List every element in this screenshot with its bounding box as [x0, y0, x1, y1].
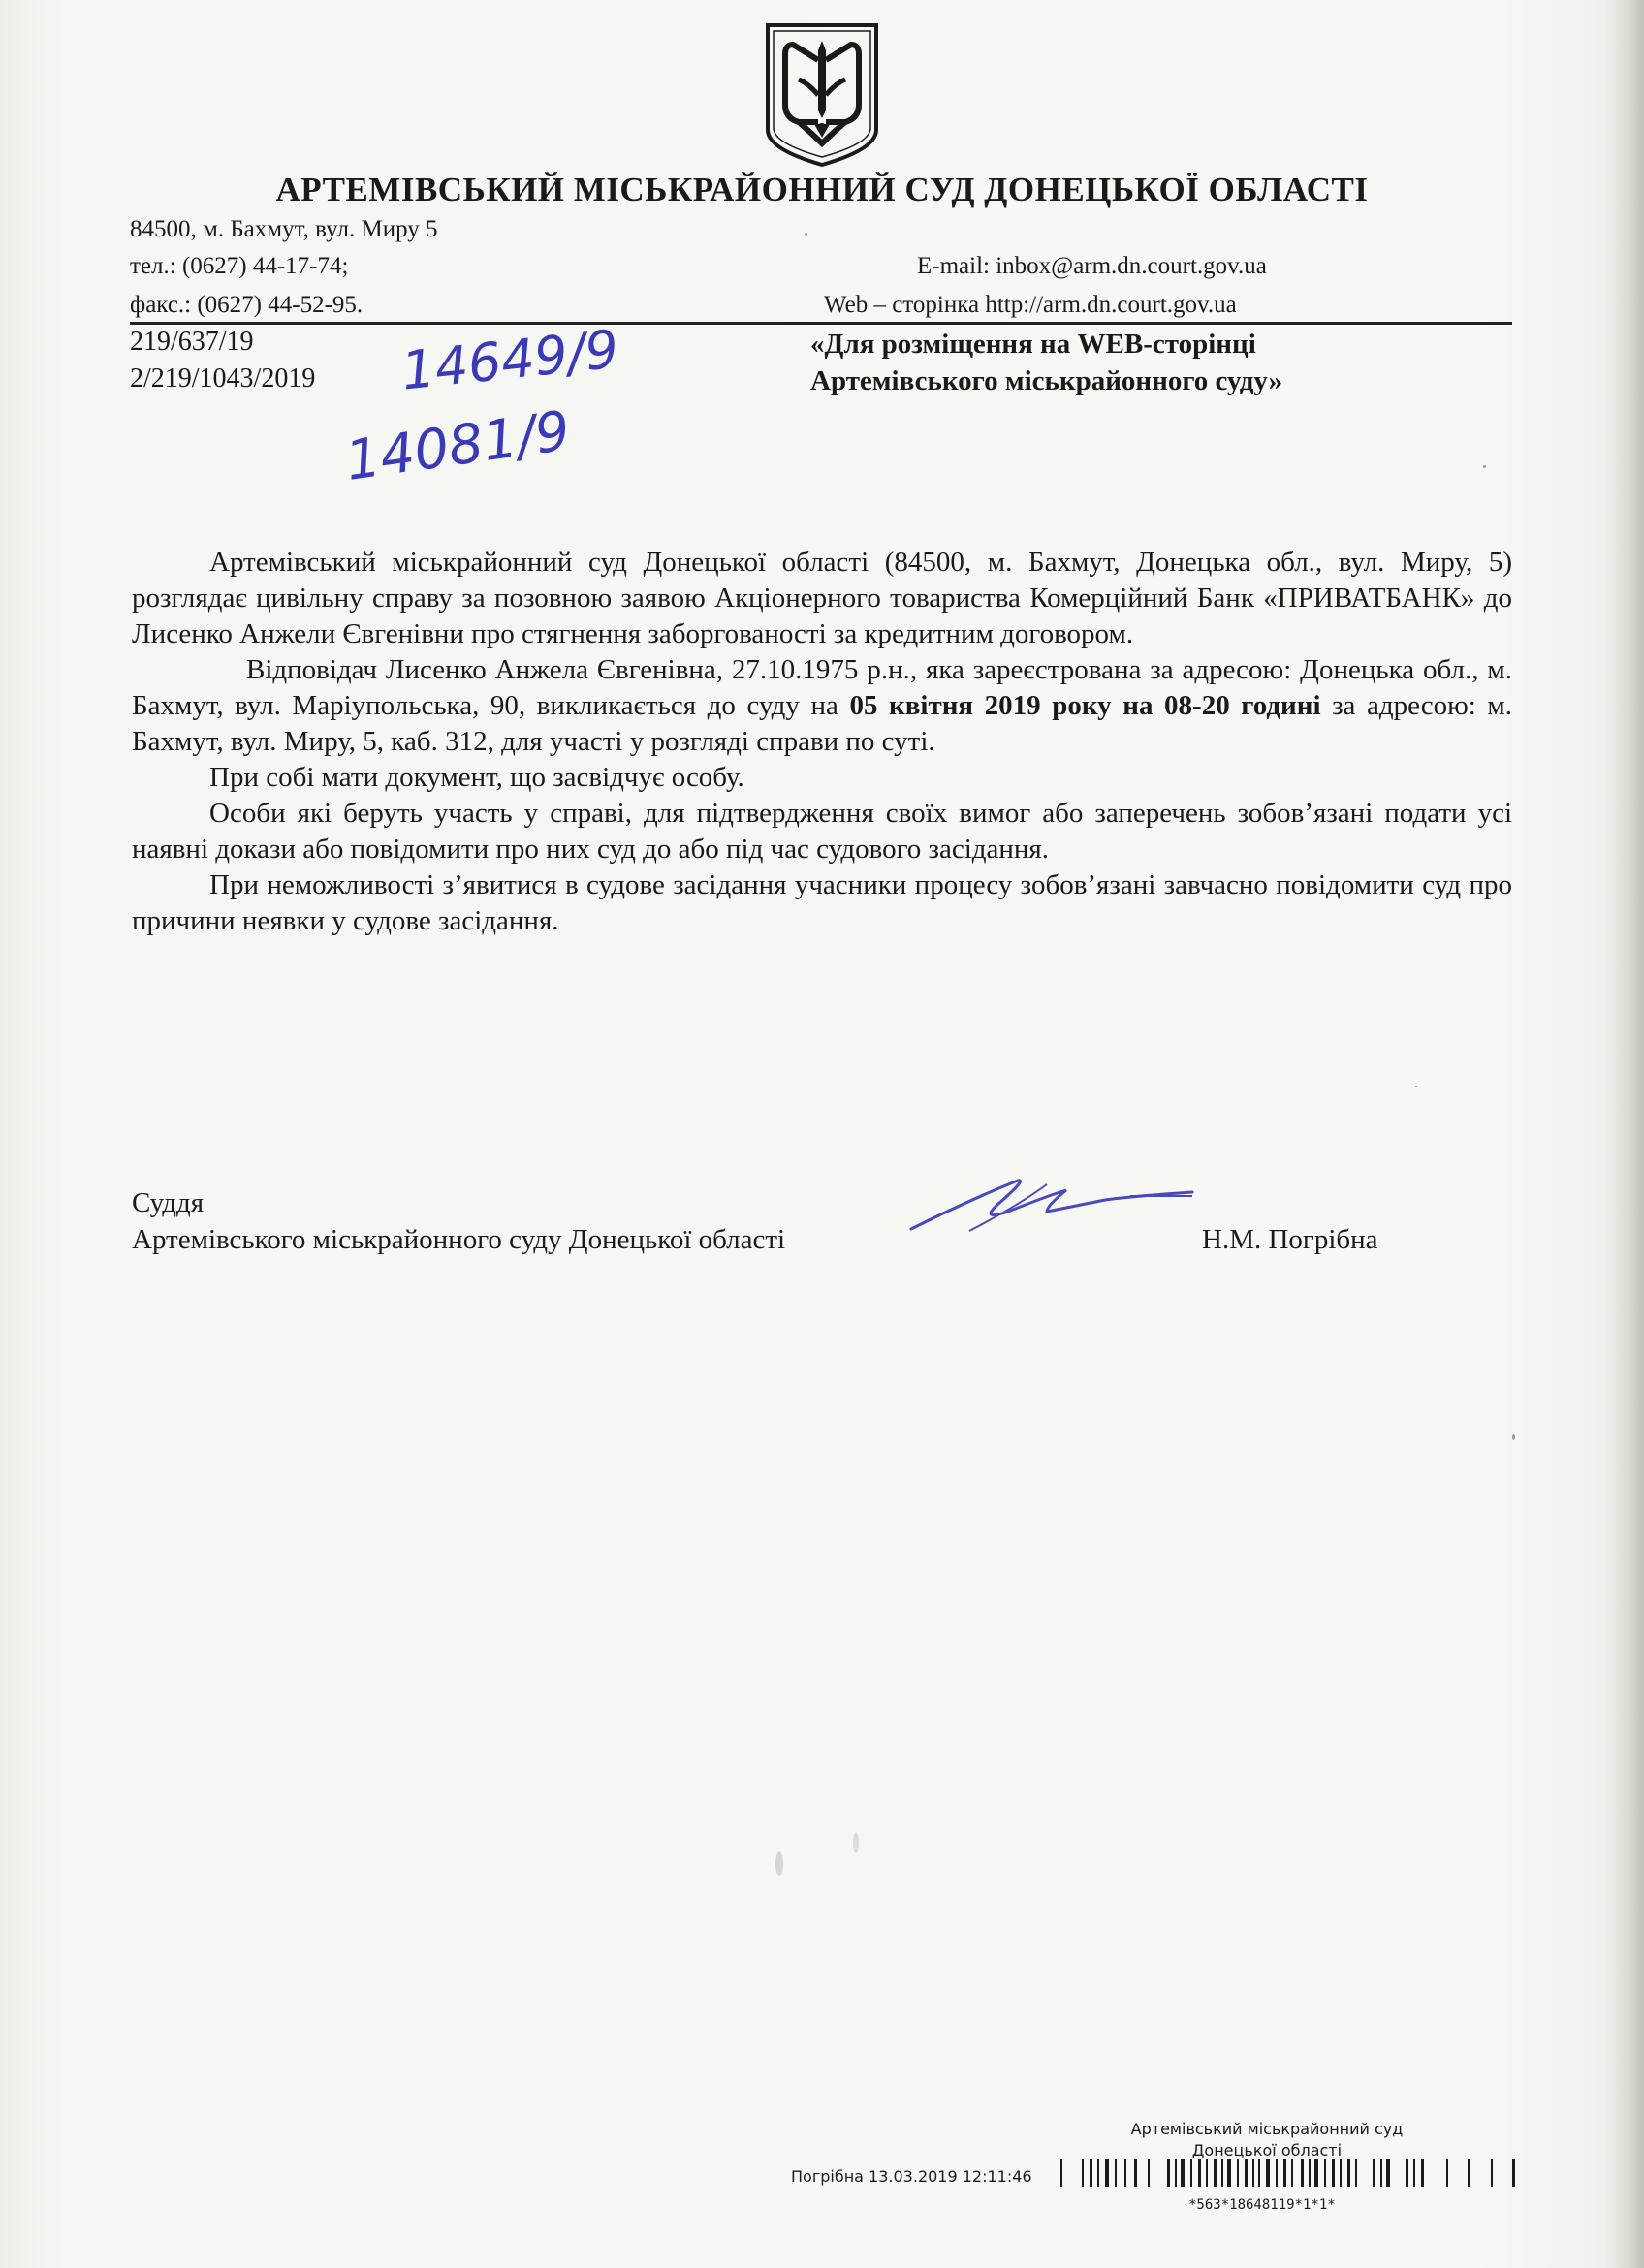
proceeding-number: 2/219/1043/2019	[130, 363, 316, 394]
signature-block	[132, 1184, 785, 1258]
scan-speck	[805, 233, 807, 236]
header-divider	[130, 322, 1512, 325]
stamp-court-line: Артемівський міськрайонний суд	[1130, 2120, 1404, 2138]
registration-stamp-meta: Погрібна 13.03.2019 12:11:46	[791, 2167, 1032, 2186]
scan-speck	[1415, 1086, 1417, 1087]
scan-speck	[1483, 465, 1486, 468]
signatory-court: Артемівського міськрайонного суду Донецької області	[132, 1224, 786, 1255]
court-website: Web – сторінка http://arm.dn.court.gov.ua	[824, 292, 1237, 318]
paragraph-absence-notice: При неможливості з’явитися в судове засідання учасники процесу зобов’язані завчасно повідомити суд про причини неявки у судове засідання.	[132, 869, 1512, 936]
handwritten-note: 14649/9	[398, 318, 622, 402]
judge-name: Н.М. Погрібна	[1202, 1224, 1378, 1255]
case-number: 219/637/19	[130, 327, 254, 357]
scan-speck	[853, 1832, 859, 1853]
web-publication-note	[810, 326, 1282, 399]
court-title: АРТЕМІВСЬКИЙ МІСЬКРАЙОННИЙ СУД ДОНЕЦЬКОЇ ОБЛАСТІ	[275, 171, 1369, 208]
coat-of-arms-icon	[764, 21, 880, 169]
court-address: 84500, м. Бахмут, вул. Миру 5	[130, 216, 438, 242]
signatory-title: Суддя	[132, 1187, 205, 1218]
scan-edge-shadow	[1605, 0, 1644, 2268]
handwritten-signature	[853, 1161, 1202, 1248]
summons-text: Відповідач Лисенко Анжела Євгенівна, 27.10.1975 р.н., яка зареєстрована за адресою: Донецька обл., м. Бахмут, вул. Маріупольська, 90, викликається до суду на	[132, 654, 1512, 721]
paragraph-defendant-summons	[132, 652, 1512, 760]
barcode-number: *563*18648119*1*1*	[1188, 2197, 1336, 2210]
court-fax: факс.: (0627) 44-52-95.	[130, 292, 364, 318]
summons-text: за адресою: м. Бахмут, вул. Миру, 5, каб. 312, для участі у розгляді справи по суті.	[132, 690, 1512, 757]
scan-speck	[775, 1851, 783, 1876]
court-phone: тел.: (0627) 44-17-74;	[130, 253, 349, 279]
barcode	[1060, 2156, 1518, 2198]
summons-body	[132, 545, 1512, 939]
court-email: E-mail: inbox@arm.dn.court.gov.ua	[917, 253, 1267, 279]
web-note-line: «Для розміщення на WEB-сторінці	[810, 329, 1256, 360]
web-note-line: Артемівського міськрайонного суду»	[810, 365, 1283, 396]
paragraph-evidence: Особи які беруть участь у справі, для підтвердження своїх вимог або заперечень зобов’язані подати усі наявні докази або повідомити про них суд до або під час судового засідання.	[132, 798, 1512, 865]
paragraph-case-description: Артемівський міськрайонний суд Донецької області (84500, м. Бахмут, Донецька обл., вул. Миру, 5) розглядає цивільну справу за позовною заявою Акціонерного товариства Комерційний Банк «ПРИВАТБАНК» до Лисенко Анжели Євгенівни про стягнення заборгованості за кредитним договором.	[132, 547, 1512, 649]
paragraph-identity-document: При собі мати документ, що засвідчує особу.	[209, 762, 744, 793]
handwritten-note: 14081/9	[341, 399, 575, 493]
stamp-court-line: Донецької області	[1191, 2141, 1343, 2159]
hearing-date-time: 05 квітня 2019 року на 08-20 годині	[849, 690, 1321, 721]
scan-speck	[1512, 1434, 1515, 1440]
